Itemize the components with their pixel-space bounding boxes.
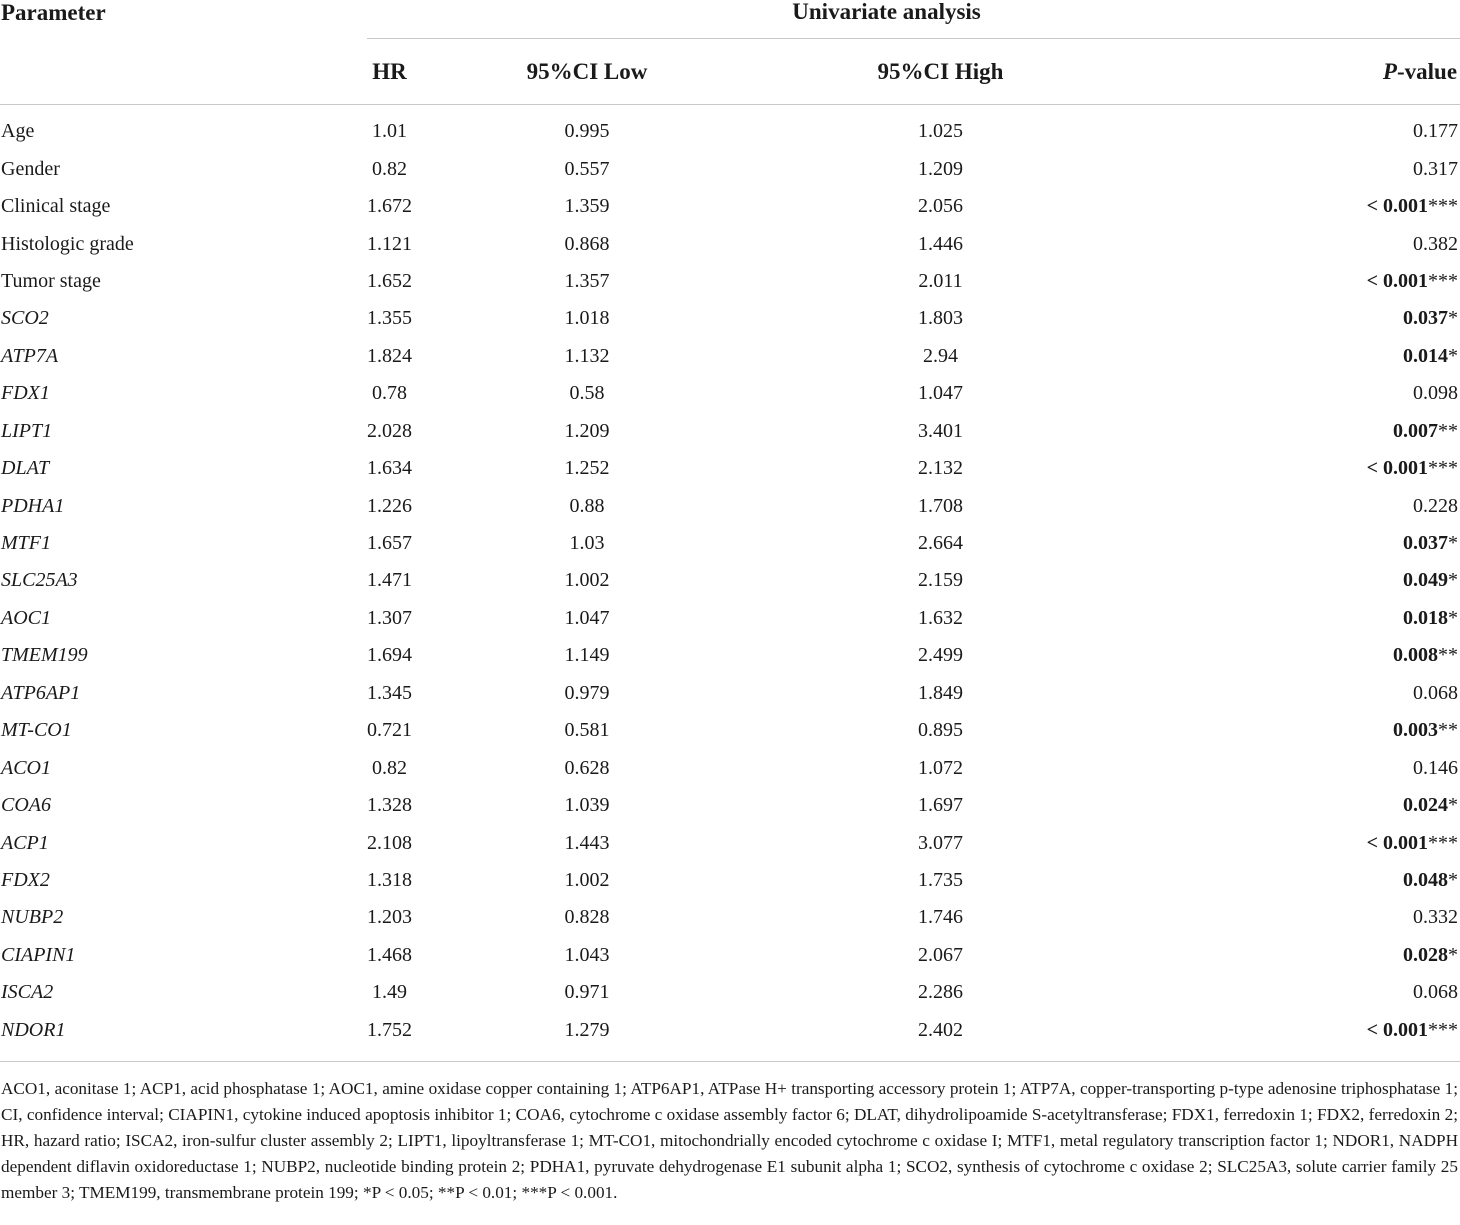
cell-ci-low: 1.443 [564, 831, 610, 854]
cell-hr: 0.721 [367, 719, 412, 742]
table-row [0, 1012, 1460, 1062]
cell-p-value [1119, 225, 1460, 262]
cell-ci-low: 1.279 [412, 1012, 762, 1062]
cell-ci-high: 2.286 [918, 981, 963, 1004]
cell-hr: 1.49 [372, 981, 407, 1004]
significance-marker: *** [1428, 195, 1459, 218]
cell-p-value [1119, 824, 1460, 861]
cell-hr: 1.203 [367, 906, 412, 929]
cell-ci-low: 0.628 [564, 756, 610, 779]
p-value-text: < 0.001 [1366, 457, 1429, 480]
table-row [0, 787, 1460, 824]
cell-hr: 1.634 [367, 457, 412, 480]
cell-p-value [1119, 1012, 1460, 1062]
header-ci-low: 95%CI Low [412, 39, 762, 105]
cell-p-value [1119, 150, 1460, 187]
cell-ci-high: 1.632 [918, 606, 963, 629]
p-value-text: 0.003 [1393, 719, 1439, 742]
cell-ci-high: 2.664 [918, 532, 963, 555]
header-hr: HR [367, 39, 412, 105]
cell-p-value [1119, 300, 1460, 337]
cell-ci-high: 1.735 [918, 868, 963, 891]
table-row [0, 188, 1460, 225]
cell-p-value [1119, 525, 1460, 562]
cell-ci-low: 1.018 [564, 307, 610, 330]
table-row [0, 225, 1460, 262]
cell-parameter: FDX2 [1, 868, 50, 891]
cell-ci-low: 1.002 [564, 569, 610, 592]
p-value-text: < 0.001 [1366, 195, 1429, 218]
p-value-text: 0.007 [1393, 419, 1439, 442]
cell-ci-high: 1.025 [918, 120, 963, 143]
cell-parameter: SLC25A3 [1, 569, 78, 592]
cell-ci-low: 0.828 [564, 906, 610, 929]
cell-ci-low: 0.979 [564, 681, 610, 704]
table-row [0, 937, 1460, 974]
cell-ci-high: 1.446 [918, 232, 963, 255]
significance-marker: * [1448, 868, 1459, 891]
cell-ci-high: 1.047 [918, 382, 963, 405]
cell-ci-low: 1.252 [564, 457, 610, 480]
header-parameter: Parameter [1, 0, 106, 25]
header-p-value [1119, 39, 1460, 105]
cell-ci-high: 3.401 [918, 419, 963, 442]
table-row [0, 899, 1460, 936]
cell-parameter: Histologic grade [1, 232, 134, 255]
cell-parameter: MTF1 [1, 532, 51, 555]
table-row [0, 300, 1460, 337]
cell-ci-high: 2.402 [762, 1012, 1119, 1062]
cell-ci-low: 0.971 [564, 981, 610, 1004]
significance-marker: * [1448, 943, 1459, 966]
significance-marker: *** [1428, 831, 1459, 854]
cell-ci-high: 1.697 [918, 794, 963, 817]
table-row [0, 749, 1460, 786]
table-row [0, 562, 1460, 599]
cell-parameter: ATP6AP1 [1, 681, 81, 704]
cell-ci-high: 2.067 [918, 943, 963, 966]
cell-p-value [1119, 487, 1460, 524]
cell-p-value [1119, 637, 1460, 674]
cell-p-value [1119, 188, 1460, 225]
significance-marker: *** [1428, 457, 1459, 480]
cell-hr: 0.82 [372, 157, 407, 180]
cell-parameter: ISCA2 [1, 981, 54, 1004]
cell-p-value [1119, 749, 1460, 786]
cell-ci-high: 1.708 [918, 494, 963, 517]
cell-parameter: Gender [1, 157, 60, 180]
cell-hr: 0.78 [372, 382, 407, 405]
cell-ci-high: 1.803 [918, 307, 963, 330]
p-value-text: 0.024 [1403, 794, 1449, 817]
cell-ci-high: 1.849 [918, 681, 963, 704]
p-value-text: 0.317 [1413, 157, 1459, 180]
table-footnote: ACO1, aconitase 1; ACP1, acid phosphatase 1; AOC1, amine oxidase copper containing 1; ATP6AP1, ATPase H+ transporting accessory protein 1; ATP7A, copper-transporting p-type adenosine triphosphatase 1; CI, confidence interval; CIAPIN1, cytokine induced apoptosis inhibitor 1; COA6, cytochrome c oxidase assembly factor 6; DLAT, dihydrolipoamide S-acetyltransferase; FDX1, ferredoxin 1; FDX2, ferredoxin 2; HR, hazard ratio; ISCA2, iron-sulfur cluster assembly 2; LIPT1, lipoyltransferase 1; MT-CO1, mitochondrially encoded cytochrome c oxidase I; MTF1, metal regulatory transcription factor 1; NDOR1, NADPH dependent diflavin oxidoreductase 1; NUBP2, nucleotide binding protein 2; PDHA1, pyruvate dehydrogenase E1 subunit alpha 1; SCO2, synthesis of cytochrome c oxidase 2; SLC25A3, solute carrier family 25 member 3; TMEM199, transmembrane protein 199; *P < 0.05; **P < 0.01; ***P < 0.001. [1, 1079, 1458, 1202]
cell-hr: 1.345 [367, 681, 412, 704]
cell-parameter: FDX1 [1, 382, 50, 405]
table-row [0, 525, 1460, 562]
cell-hr: 1.121 [367, 232, 412, 255]
table-body [0, 105, 1460, 1062]
cell-parameter: COA6 [1, 794, 51, 817]
header-blank [0, 39, 367, 105]
cell-ci-low: 0.58 [569, 382, 605, 405]
table-row [0, 862, 1460, 899]
cell-ci-high: 1.746 [918, 906, 963, 929]
cell-hr: 1.752 [367, 1012, 412, 1062]
cell-p-value [1119, 712, 1460, 749]
significance-marker: * [1448, 794, 1459, 817]
header-row-columns [0, 39, 1460, 105]
table-row [0, 450, 1460, 487]
cell-parameter: TMEM199 [1, 644, 88, 667]
cell-ci-low: 1.357 [564, 269, 610, 292]
table-row [0, 338, 1460, 375]
table-row [0, 637, 1460, 674]
table-row [0, 712, 1460, 749]
p-value-text: < 0.001 [1366, 1018, 1429, 1041]
cell-parameter: ACO1 [1, 756, 51, 779]
table-row [0, 487, 1460, 524]
significance-marker: * [1448, 344, 1459, 367]
table-row [0, 105, 1460, 151]
significance-marker: *** [1428, 269, 1459, 292]
significance-marker: ** [1438, 719, 1459, 742]
cell-hr: 1.468 [367, 943, 412, 966]
cell-p-value [1119, 105, 1460, 151]
cell-hr: 1.824 [367, 344, 412, 367]
table-row [0, 150, 1460, 187]
header-p-rest: -value [1396, 58, 1458, 84]
cell-parameter: ATP7A [1, 344, 59, 367]
cell-ci-high: 0.895 [918, 719, 963, 742]
significance-marker: * [1448, 606, 1459, 629]
cell-parameter: SCO2 [1, 307, 49, 330]
cell-hr: 1.307 [367, 606, 412, 629]
cell-ci-high: 3.077 [918, 831, 963, 854]
cell-parameter: NDOR1 [0, 1012, 367, 1062]
cell-p-value [1119, 974, 1460, 1011]
cell-ci-high: 1.072 [918, 756, 963, 779]
cell-hr: 1.328 [367, 794, 412, 817]
p-value-text: 0.382 [1413, 232, 1459, 255]
p-value-text: 0.008 [1393, 644, 1439, 667]
cell-ci-low: 1.359 [564, 195, 610, 218]
cell-parameter: MT-CO1 [1, 719, 72, 742]
cell-ci-low: 1.132 [564, 344, 610, 367]
cell-parameter: PDHA1 [1, 494, 65, 517]
cell-ci-high: 2.499 [918, 644, 963, 667]
cell-hr: 1.672 [367, 195, 412, 218]
table-row [0, 413, 1460, 450]
header-row-top [0, 0, 1460, 39]
cell-parameter: CIAPIN1 [1, 943, 76, 966]
significance-marker: *** [1428, 1018, 1459, 1041]
cell-parameter: LIPT1 [1, 419, 53, 442]
cell-parameter: NUBP2 [1, 906, 64, 929]
cell-ci-low: 0.868 [564, 232, 610, 255]
table-row [0, 263, 1460, 300]
cell-p-value [1119, 600, 1460, 637]
p-value-text: 0.018 [1403, 606, 1449, 629]
cell-hr: 2.028 [367, 419, 412, 442]
cell-p-value [1119, 862, 1460, 899]
table-row [0, 675, 1460, 712]
p-value-text: 0.014 [1403, 344, 1449, 367]
cell-ci-low: 1.043 [564, 943, 610, 966]
cell-hr: 1.657 [367, 532, 412, 555]
cell-hr: 1.226 [367, 494, 412, 517]
significance-marker: * [1448, 532, 1459, 555]
significance-marker: ** [1438, 419, 1459, 442]
cell-ci-low: 1.209 [564, 419, 610, 442]
p-value-text: < 0.001 [1366, 831, 1429, 854]
cell-hr: 1.355 [367, 307, 412, 330]
p-value-text: 0.037 [1403, 307, 1449, 330]
table-row [0, 600, 1460, 637]
cell-p-value [1119, 450, 1460, 487]
cell-hr: 1.694 [367, 644, 412, 667]
cell-p-value [1119, 263, 1460, 300]
cell-ci-high: 2.159 [918, 569, 963, 592]
header-group-label: Univariate analysis [792, 0, 981, 24]
cell-parameter: Age [1, 120, 35, 143]
cell-p-value [1119, 937, 1460, 974]
p-value-text: 0.098 [1413, 382, 1459, 405]
cell-parameter: ACP1 [1, 831, 49, 854]
cell-ci-high: 2.056 [918, 195, 963, 218]
cell-ci-high: 1.209 [918, 157, 963, 180]
cell-hr: 1.318 [367, 868, 412, 891]
cell-ci-low: 0.995 [564, 120, 610, 143]
cell-hr: 1.471 [367, 569, 412, 592]
cell-ci-high: 2.011 [918, 269, 963, 292]
table-row [0, 375, 1460, 412]
p-value-text: 0.048 [1403, 868, 1449, 891]
cell-p-value [1119, 375, 1460, 412]
cell-parameter: DLAT [1, 457, 50, 480]
cell-ci-low: 0.557 [564, 157, 610, 180]
cell-p-value [1119, 338, 1460, 375]
p-value-text: 0.146 [1413, 756, 1459, 779]
significance-marker: * [1448, 569, 1459, 592]
cell-p-value [1119, 413, 1460, 450]
table-row [0, 824, 1460, 861]
cell-parameter: Clinical stage [1, 195, 111, 218]
cell-hr: 1.652 [367, 269, 412, 292]
cell-p-value [1119, 787, 1460, 824]
cell-ci-low: 1.002 [564, 868, 610, 891]
p-value-text: 0.028 [1403, 943, 1449, 966]
p-value-text: 0.049 [1403, 569, 1449, 592]
p-value-text: 0.332 [1413, 906, 1459, 929]
p-value-text: 0.068 [1413, 981, 1459, 1004]
cell-parameter: AOC1 [1, 606, 51, 629]
p-value-text: < 0.001 [1366, 269, 1429, 292]
significance-marker: * [1448, 307, 1459, 330]
cell-p-value [1119, 562, 1460, 599]
p-value-text: 0.068 [1413, 681, 1459, 704]
cell-ci-low: 1.047 [564, 606, 610, 629]
p-value-text: 0.228 [1413, 494, 1459, 517]
table-row [0, 974, 1460, 1011]
cell-p-value [1119, 899, 1460, 936]
cell-ci-low: 0.581 [564, 719, 610, 742]
p-value-text: 0.037 [1403, 532, 1449, 555]
significance-marker: ** [1438, 644, 1459, 667]
cell-ci-low: 1.039 [564, 794, 610, 817]
p-value-text: 0.177 [1413, 120, 1459, 143]
header-ci-high: 95%CI High [762, 39, 1119, 105]
cell-hr: 2.108 [367, 831, 412, 854]
header-p-italic: P [1382, 58, 1397, 84]
cell-hr: 1.01 [372, 120, 407, 143]
cell-ci-low: 1.03 [569, 532, 605, 555]
header-univariate-analysis [367, 0, 1460, 39]
cell-ci-high: 2.132 [918, 457, 963, 480]
cell-ci-low: 0.88 [569, 494, 605, 517]
cell-hr: 0.82 [372, 756, 407, 779]
cell-ci-high: 2.94 [923, 344, 958, 367]
cell-parameter: Tumor stage [1, 269, 101, 292]
cell-p-value [1119, 675, 1460, 712]
cell-ci-low: 1.149 [564, 644, 610, 667]
